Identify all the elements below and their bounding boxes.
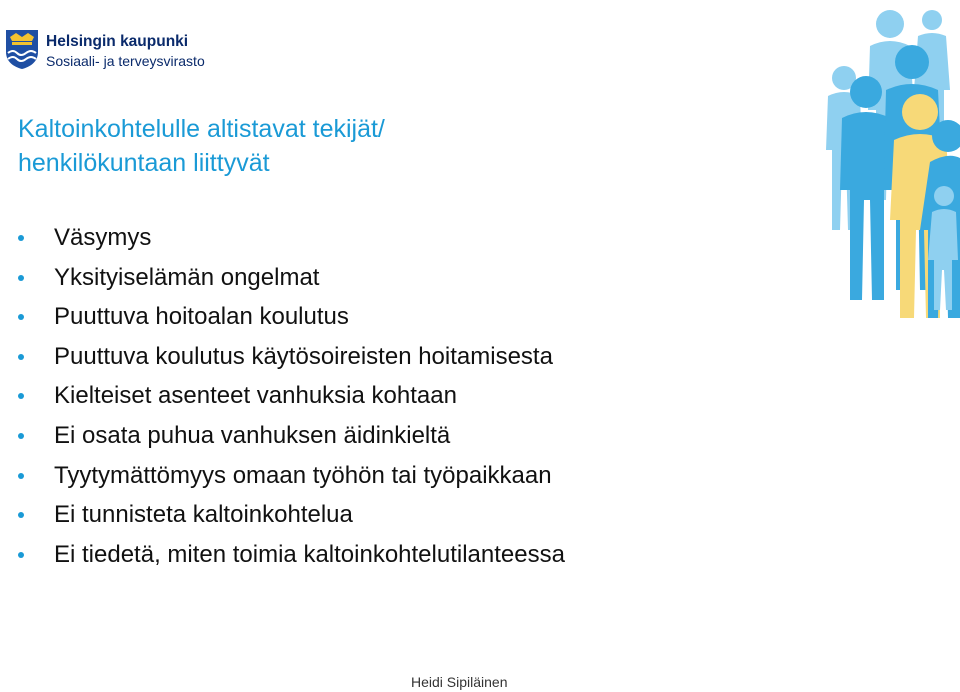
bullet-item <box>18 218 565 258</box>
bullet-dot-icon <box>18 354 24 360</box>
logo-department: Sosiaali- ja terveysvirasto <box>46 53 205 69</box>
slide-title <box>18 112 385 180</box>
bullet-dot-icon <box>18 275 24 281</box>
slide-title-line-2: henkilökuntaan liittyvät <box>18 149 270 177</box>
bullet-dot-icon <box>18 552 24 558</box>
bullet-text: Yksityiselämän ongelmat <box>54 263 320 291</box>
bullet-text: Puuttuva hoitoalan koulutus <box>54 303 349 331</box>
bullet-text: Ei osata puhua vanhuksen äidinkieltä <box>54 421 451 449</box>
bullet-text: Tyytymättömyys omaan työhön tai työpaikkaan <box>54 461 552 489</box>
footer-author: Heidi Sipiläinen <box>411 674 508 690</box>
bullet-text: Väsymys <box>54 224 152 251</box>
bullet-item <box>18 376 565 416</box>
helsinki-crest-icon <box>4 28 40 70</box>
bullet-item <box>18 337 565 377</box>
bullet-item <box>18 535 565 575</box>
people-illustration <box>820 0 960 320</box>
bullet-item <box>18 297 565 337</box>
bullet-dot-icon <box>18 393 24 399</box>
bullet-text: Ei tiedetä, miten toimia kaltoinkohtelutilanteessa <box>54 540 565 568</box>
bullet-item <box>18 258 565 298</box>
bullet-dot-icon <box>18 235 24 241</box>
bullet-text: Kielteiset asenteet vanhuksia kohtaan <box>54 382 457 410</box>
slide-title-line-1: Kaltoinkohtelulle altistavat tekijät/ <box>18 115 385 143</box>
bullet-list <box>18 218 565 574</box>
bullet-text: Puuttuva koulutus käytösoireisten hoitamisesta <box>54 342 553 370</box>
bullet-item <box>18 495 565 535</box>
city-logo <box>4 28 234 72</box>
bullet-dot-icon <box>18 433 24 439</box>
bullet-dot-icon <box>18 512 24 518</box>
logo-name: Helsingin kaupunki <box>46 33 189 50</box>
bullet-text: Ei tunnisteta kaltoinkohtelua <box>54 501 353 529</box>
bullet-dot-icon <box>18 314 24 320</box>
bullet-item <box>18 416 565 456</box>
bullet-item <box>18 456 565 496</box>
bullet-dot-icon <box>18 473 24 479</box>
